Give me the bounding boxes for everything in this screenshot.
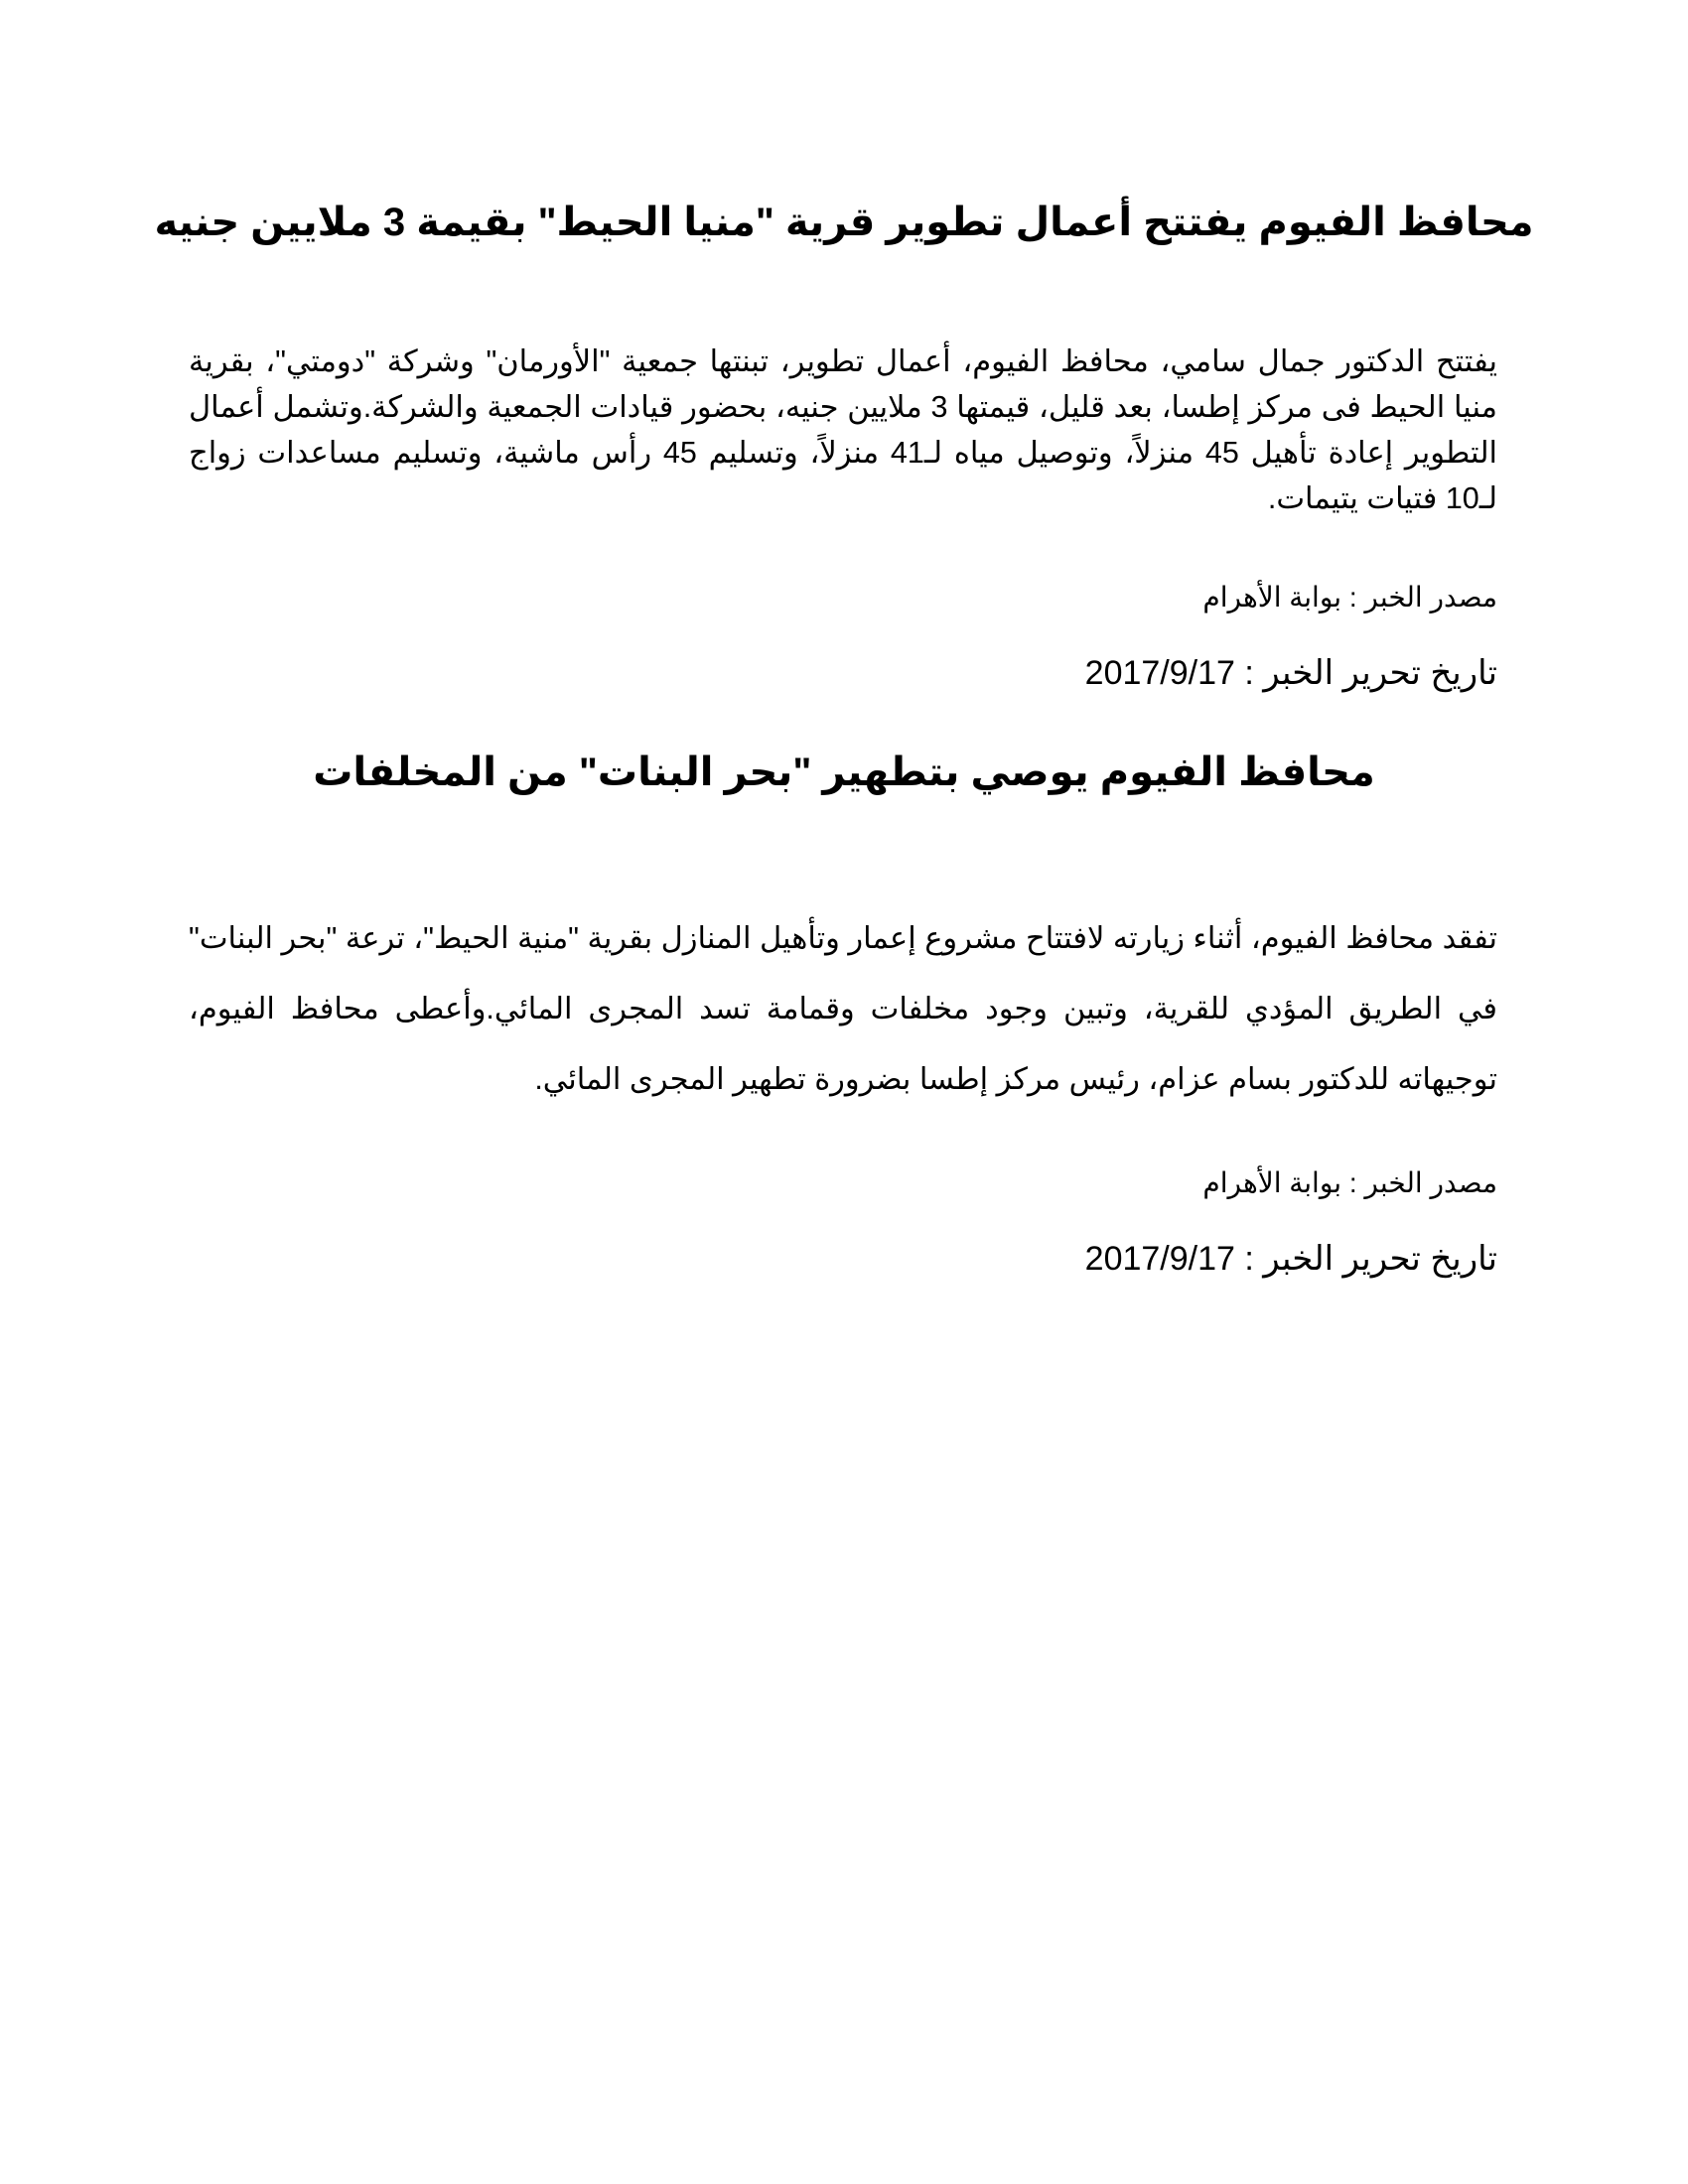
article-2-source: مصدر الخبر : بوابة الأهرام xyxy=(1202,1167,1497,1198)
article-1-date-line xyxy=(397,651,1497,695)
article-2-body: تفقد محافظ الفيوم، أثناء زيارته لافتتاح مشروع إعمار وتأهيل المنازل بقرية "منية الحيط"، ترعة "بحر البنات" في الطريق المؤدي للقرية، وتبين وجود مخلفات وقمامة تسد المجرى المائي.وأعطى محافظ الفيوم، توجيهاته للدكتور بسام عزام، رئيس مركز إطسا بضرورة تطهير المجرى المائي. xyxy=(189,921,1497,1096)
article-1-date-label: تاريخ تحرير الخبر : xyxy=(1234,654,1497,692)
article-2-date-value: 2017/9/17 xyxy=(1084,1240,1235,1278)
article-2-date-line xyxy=(397,1237,1497,1281)
article-1-source: مصدر الخبر : بوابة الأهرام xyxy=(1202,582,1497,613)
article-1-title: محافظ الفيوم يفتتح أعمال تطوير قرية "منيا الحيط" بقيمة 3 ملايين جنيه xyxy=(154,201,1534,244)
article-2-date-label: تاريخ تحرير الخبر : xyxy=(1234,1240,1497,1278)
article-1-body: يفتتح الدكتور جمال سامي، محافظ الفيوم، أعمال تطوير، تبنتها جمعية "الأورمان" وشركة "دومتي"، بقرية منيا الحيط فى مركز إطسا، بعد قليل، قيمتها 3 ملايين جنيه، بحضور قيادات الجمعية والشركة.وتشمل أعمال التطوير إعادة تأهيل 45 منزلاً، وتوصيل مياه لـ41 منزلاً، وتسليم 45 رأس ماشية، وتسليم مساعدات زواج لـ10 فتيات يتيمات. xyxy=(189,344,1497,515)
article-1-date-value: 2017/9/17 xyxy=(1084,654,1235,692)
article-2-title: محافظ الفيوم يوصي بتطهير "بحر البنات" من المخلفات xyxy=(313,751,1375,794)
